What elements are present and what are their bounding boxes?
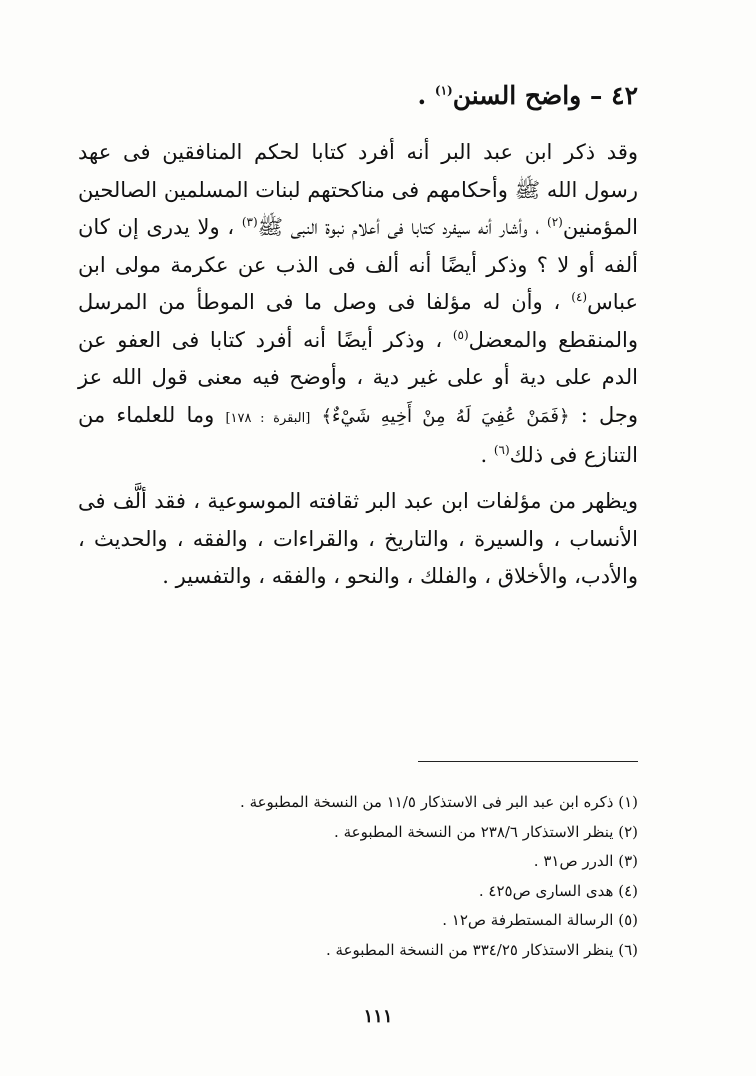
p1-text-7: . — [480, 443, 494, 467]
footnote-item: (١) ذكره ابن عبد البر فى الاستذكار ١١/٥ من النسخة المطبوعة . — [240, 793, 638, 811]
footnote-ref-4: (٤) — [571, 290, 588, 304]
p1-text-5: ، وذكر أيضًا أنه أفرد كتابا فى العفو عن الدم على دية أو على غير دية ، وأوضح فيه معنى قول الله عز وجل : — [78, 327, 638, 427]
footnote-item: (٢) ينظر الاستذكار ٢٣٨/٦ من النسخة المطبوعة . — [334, 822, 638, 841]
section-heading — [118, 78, 638, 114]
footnote-ref-5: (٥) — [452, 327, 469, 342]
footnote-item: (٣) الدرر ص٣١ . — [533, 852, 638, 870]
heading-text: ٤٢ – واضح السنن — [452, 81, 638, 110]
page-number: ١١١ — [363, 1006, 393, 1027]
body-paragraph-1 — [78, 134, 638, 475]
footnote-item: (٥) الرسالة المستطرفة ص١٢ . — [442, 911, 638, 929]
footnote-item: (٦) ينظر الاستذكار ٣٣٤/٢٥ من النسخة المطبوعة . — [325, 940, 638, 959]
body-paragraph-2: ويظهر من مؤلفات ابن عبد البر ثقافته الموسوعية ، فقد ألَّف فى الأنساب ، والسيرة ، والتاريخ ، والقراءات ، والفقه ، والحديث ، والأدب، والأخلاق ، والفلك ، والنحو ، والفقه ، والتفسير . — [78, 489, 638, 588]
p1-text-2: ، وأشار أنه سيفرد كتابا فى أعلام نبوة النبى ﷺ — [257, 215, 548, 239]
p1-text-4: ، وأن له مؤلفا فى وصل ما فى الموطأ من المرسل والمنقطع والمعضل — [78, 290, 638, 352]
p1-text-3: ، ولا يدرى إن كان ألفه أو لا ؟ وذكر أيضًا أنه ألف فى الذب عن عكرمة مولى ابن عباس — [78, 215, 638, 314]
verse-reference: [البقرة : ١٧٨] — [225, 410, 311, 426]
footnote-item: (٤) هدى السارى ص٤٢٥ . — [478, 881, 638, 900]
footnote-ref-3: (٣) — [241, 215, 258, 229]
footnote-ref-6: (٦) — [493, 443, 510, 457]
p1-text-6: وما للعلماء من التنازع فى ذلك — [78, 402, 638, 467]
footnote-ref-2: (٢) — [547, 215, 563, 229]
footnote-ref-1: (١) — [434, 83, 453, 98]
footnote-divider — [418, 761, 638, 762]
quran-verse: ﴿فَمَنْ عُفِيَ لَهُ مِنْ أَخِيهِ شَيْءٌ﴾ — [321, 405, 570, 427]
footnote-list — [78, 788, 638, 965]
p1-text-1: وقد ذكر ابن عبد البر أنه أفرد كتابا لحكم المنافقين فى عهد رسول الله ﷺ وأحكامهم فى مناكحتهم لبنات المسلمين الصالحين المؤمنين — [78, 140, 638, 239]
heading-end: . — [417, 81, 435, 110]
